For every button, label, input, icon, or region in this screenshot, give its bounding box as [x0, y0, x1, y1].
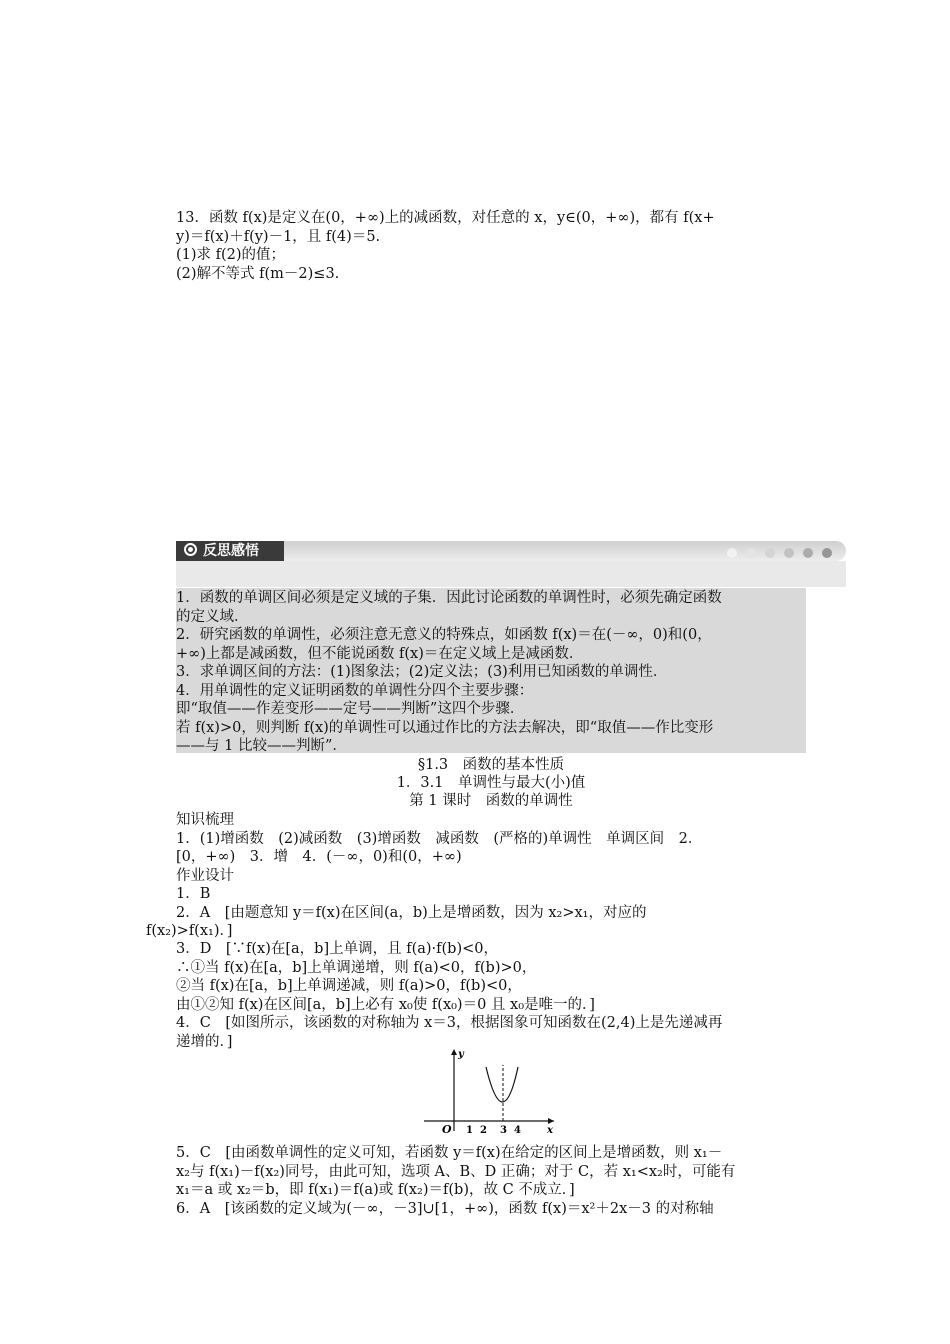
answer-3-line1: 3．D [∵f(x)在[a，b]上单调，且 f(a)·f(b)<0， — [176, 941, 498, 957]
dot-icon — [784, 548, 794, 558]
reflection-line: ——与 1 比较——判断”． — [176, 738, 347, 754]
answer-2-line1: 2．A [由题意知 y＝f(x)在区间(a，b)上是增函数，因为 x₂>x₁，对应的 — [176, 904, 647, 921]
answer-6-line1: 6．A [该函数的定义域为(－∞，－3]∪[1，+∞)，函数 f(x)＝x²＋2x－3 的对称轴 — [176, 1200, 714, 1217]
tick-label: 1 — [466, 1125, 473, 1133]
tick-label: 3 — [500, 1125, 507, 1133]
reflection-line: 即“取值——作差变形——定号——判断”这四个步骤． — [176, 701, 525, 717]
parabola-curve — [486, 1067, 518, 1102]
banner-title: 反思感悟 — [203, 543, 259, 559]
section-heading: §1.3 函数的基本性质 — [417, 757, 565, 773]
answer-3-line3: ②当 f(x)在[a，b]上单调递减，则 f(a)>0，f(b)<0， — [176, 978, 522, 994]
y-axis-label: y — [458, 1049, 464, 1060]
parabola-graph — [424, 1047, 560, 1133]
reflection-line: 若 f(x)>0，则判断 f(x)的单调性可以通过作比的方法去解决，即“取值——作比变形 — [176, 719, 714, 736]
dot-icon — [803, 548, 813, 558]
knowledge-line: 1．(1)增函数 (2)减函数 (3)增函数 减函数 (严格的)单调性 单调区间 2． — [176, 830, 703, 847]
lesson-heading: 第 1 课时 函数的单调性 — [409, 793, 573, 809]
answers-mid — [176, 940, 806, 1051]
dot-icon — [746, 548, 756, 558]
answer-2-cont — [146, 922, 806, 941]
answer-5-line3: x₁＝a 或 x₂＝b，即 f(x₁)＝f(a)或 f(x₂)＝f(b)，故 C 不成立．] — [176, 1182, 575, 1198]
dot-icon — [822, 548, 832, 558]
reflection-line: +∞)上都是减函数，但不能说函数 f(x)＝在定义域上是减函数． — [176, 645, 584, 662]
answer-4-line1: 4．C [如图所示，该函数的对称轴为 x＝3，根据图象可知函数在(2,4)上是先递减再 — [176, 1015, 723, 1031]
answers-top — [176, 811, 806, 922]
target-icon — [184, 543, 197, 556]
y-axis-arrow — [451, 1049, 457, 1055]
banner-sub-strip — [176, 561, 846, 587]
answer-4-line2: 递增的．] — [176, 1033, 233, 1050]
knowledge-title: 知识梳理 — [176, 812, 234, 828]
reflection-line: 的定义域． — [176, 608, 249, 625]
reflection-line: 1．函数的单调区间必须是定义域的子集．因此讨论函数的单调性时，必须先确定函数 — [176, 590, 722, 606]
tick-label: 2 — [480, 1125, 487, 1133]
knowledge-line: [0，+∞) 3．增 4．(－∞，0)和(0，+∞) — [176, 849, 462, 865]
answers-bottom — [176, 1144, 806, 1218]
x-axis-arrow — [548, 1118, 554, 1124]
answer-5-line2: x₂与 f(x₁)－f(x₂)同号，由此可知，选项 A、B、D 正确；对于 C，若 x₁<x₂时，可能有 — [176, 1163, 736, 1180]
x-axis-label: x — [547, 1125, 553, 1133]
banner-tag — [176, 541, 284, 561]
q13-line2: y)＝f(x)＋f(y)－1，且 f(4)＝5. — [176, 228, 381, 245]
question-13 — [176, 209, 806, 283]
banner-dots — [718, 546, 832, 562]
tick-label: 4 — [514, 1125, 521, 1133]
reflection-line: 3．求单调区间的方法：(1)图象法；(2)定义法；(3)利用已知函数的单调性． — [176, 664, 668, 680]
q13-line1: 13．函数 f(x)是定义在(0，+∞)上的减函数，对任意的 x，y∈(0，+∞)，都有 f(x+ — [176, 210, 715, 226]
answer-5-line1: 5．C [由函数单调性的定义可知，若函数 y＝f(x)在给定的区间上是增函数，则 x₁－ — [176, 1145, 723, 1161]
origin-label: O — [442, 1123, 452, 1133]
homework-title: 作业设计 — [176, 867, 234, 884]
dot-icon — [727, 548, 737, 558]
answer-2-line2: f(x₂)>f(x₁)．] — [146, 923, 233, 939]
q13-line4: (2)解不等式 f(m－2)≤3. — [176, 265, 340, 282]
dot-icon — [765, 548, 775, 558]
reflection-line: 4．用单调性的定义证明函数的单调性分四个主要步骤： — [176, 682, 534, 699]
answer-3-line2: ∴①当 f(x)在[a，b]上单调递增，则 f(a)<0，f(b)>0， — [176, 959, 537, 976]
answer-1: 1．B — [176, 886, 211, 902]
reflection-text — [176, 589, 806, 756]
reflection-banner — [176, 541, 846, 587]
answer-3-line4: 由①②知 f(x)在区间[a，b]上必有 x₀使 f(x₀)＝0 且 x₀是唯一的．] — [176, 996, 595, 1013]
q13-line3: (1)求 f(2)的值； — [176, 247, 286, 263]
subsection-heading: 1．3.1 单调性与最大(小)值 — [396, 775, 586, 791]
reflection-line: 2．研究函数的单调性，必须注意无意义的特殊点，如函数 f(x)＝在(－∞，0)和(0， — [176, 627, 712, 643]
